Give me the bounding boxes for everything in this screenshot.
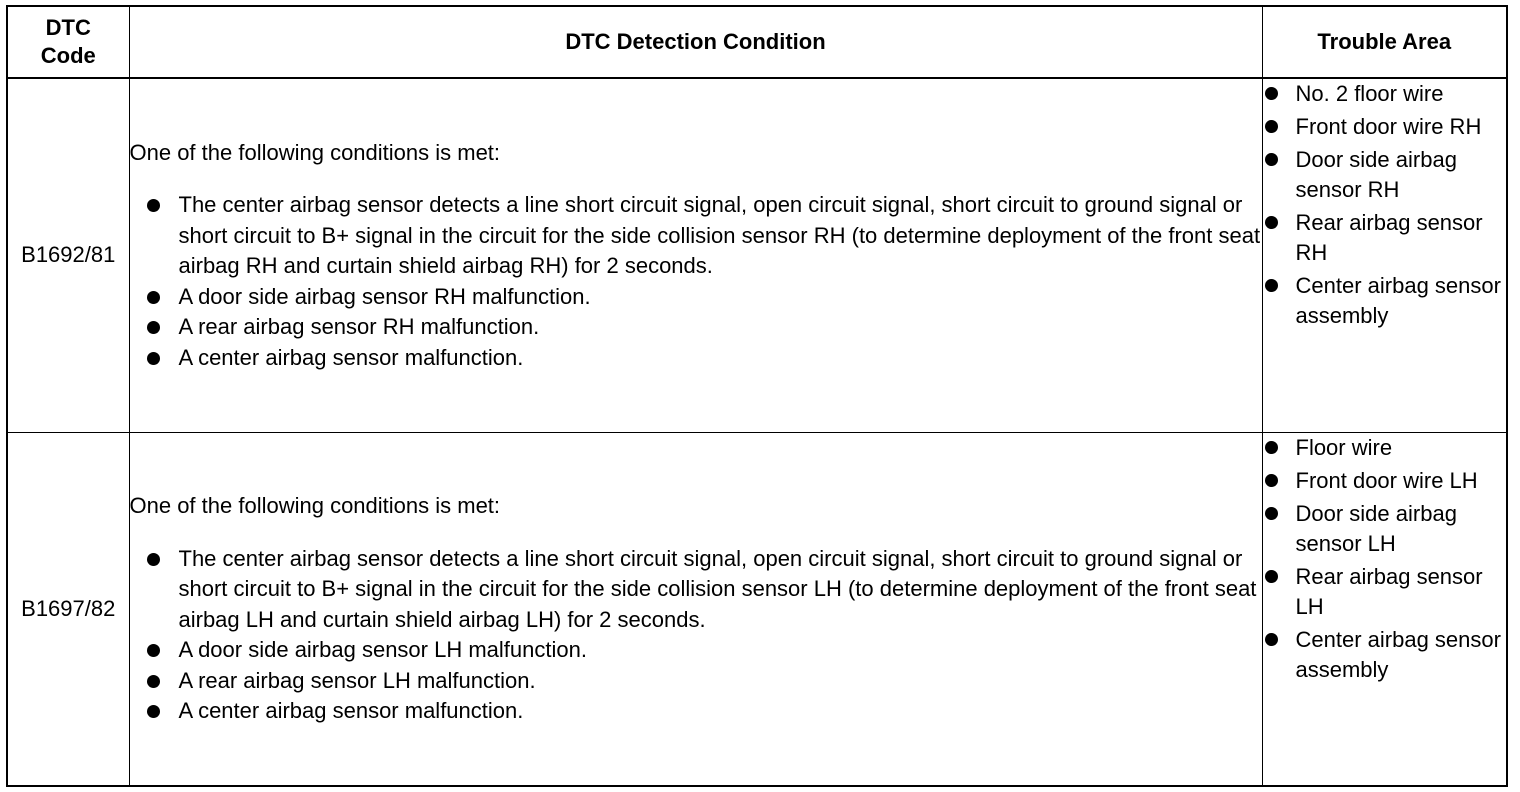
table-header-row: [7, 6, 1507, 78]
bullet-icon: [1265, 507, 1278, 520]
detection-condition-cell: [129, 78, 1262, 432]
detection-condition-cell: [129, 432, 1262, 786]
trouble-area-list: [1263, 433, 1507, 685]
trouble-area-item: Front door wire RH: [1263, 112, 1507, 142]
dtc-code-cell: B1692/81: [7, 78, 129, 432]
trouble-area-cell: [1262, 432, 1507, 786]
condition-item: A door side airbag sensor RH malfunction.: [130, 282, 1262, 313]
dtc-table: [6, 5, 1508, 787]
dtc-code-cell: B1697/82: [7, 432, 129, 786]
bullet-icon: [1265, 216, 1278, 229]
bullet-icon: [147, 199, 160, 212]
bullet-icon: [1265, 120, 1278, 133]
condition-intro: One of the following conditions is met:: [129, 493, 501, 518]
table-row: [7, 432, 1507, 786]
condition-item: A center airbag sensor malfunction.: [130, 343, 1262, 374]
bullet-icon: [147, 644, 160, 657]
bullet-icon: [147, 705, 160, 718]
bullet-icon: [1265, 279, 1278, 292]
header-detection-condition: DTC Detection Condition: [129, 6, 1262, 78]
bullet-icon: [1265, 87, 1278, 100]
bullet-icon: [147, 352, 160, 365]
trouble-area-item: Center airbag sensor assembly: [1263, 271, 1507, 331]
condition-list: [130, 190, 1262, 373]
trouble-area-item: Floor wire: [1263, 433, 1507, 463]
condition-item: A rear airbag sensor LH malfunction.: [130, 666, 1262, 697]
bullet-icon: [1265, 633, 1278, 646]
condition-list: [130, 544, 1262, 727]
trouble-area-item: Rear airbag sensor RH: [1263, 208, 1507, 268]
bullet-icon: [147, 553, 160, 566]
bullet-icon: [1265, 570, 1278, 583]
bullet-icon: [1265, 153, 1278, 166]
trouble-area-item: No. 2 floor wire: [1263, 79, 1507, 109]
trouble-area-item: Door side airbag sensor LH: [1263, 499, 1507, 559]
condition-item: The center airbag sensor detects a line short circuit signal, open circuit signal, short circuit to ground signal or short circuit to B+ signal in the circuit for the side collision sensor RH (to determine deployment of the front seat airbag RH and curtain shield airbag RH) for 2 seconds.: [130, 190, 1262, 282]
trouble-area-list: [1263, 79, 1507, 331]
condition-item: A door side airbag sensor LH malfunction.: [130, 635, 1262, 666]
condition-item: The center airbag sensor detects a line short circuit signal, open circuit signal, short circuit to ground signal or short circuit to B+ signal in the circuit for the side collision sensor LH (to determine deployment of the front seat airbag LH and curtain shield airbag LH) for 2 seconds.: [130, 544, 1262, 636]
header-dtc-code: DTC Code: [7, 6, 129, 78]
bullet-icon: [147, 291, 160, 304]
trouble-area-item: Rear airbag sensor LH: [1263, 562, 1507, 622]
table-row: [7, 78, 1507, 432]
condition-item: A rear airbag sensor RH malfunction.: [130, 312, 1262, 343]
bullet-icon: [1265, 474, 1278, 487]
trouble-area-cell: [1262, 78, 1507, 432]
condition-item: A center airbag sensor malfunction.: [130, 696, 1262, 727]
trouble-area-item: Center airbag sensor assembly: [1263, 625, 1507, 685]
bullet-icon: [147, 675, 160, 688]
trouble-area-item: Front door wire LH: [1263, 466, 1507, 496]
bullet-icon: [1265, 441, 1278, 454]
condition-intro: One of the following conditions is met:: [129, 139, 501, 165]
trouble-area-item: Door side airbag sensor RH: [1263, 145, 1507, 205]
bullet-icon: [147, 321, 160, 334]
header-trouble-area: Trouble Area: [1262, 6, 1507, 78]
